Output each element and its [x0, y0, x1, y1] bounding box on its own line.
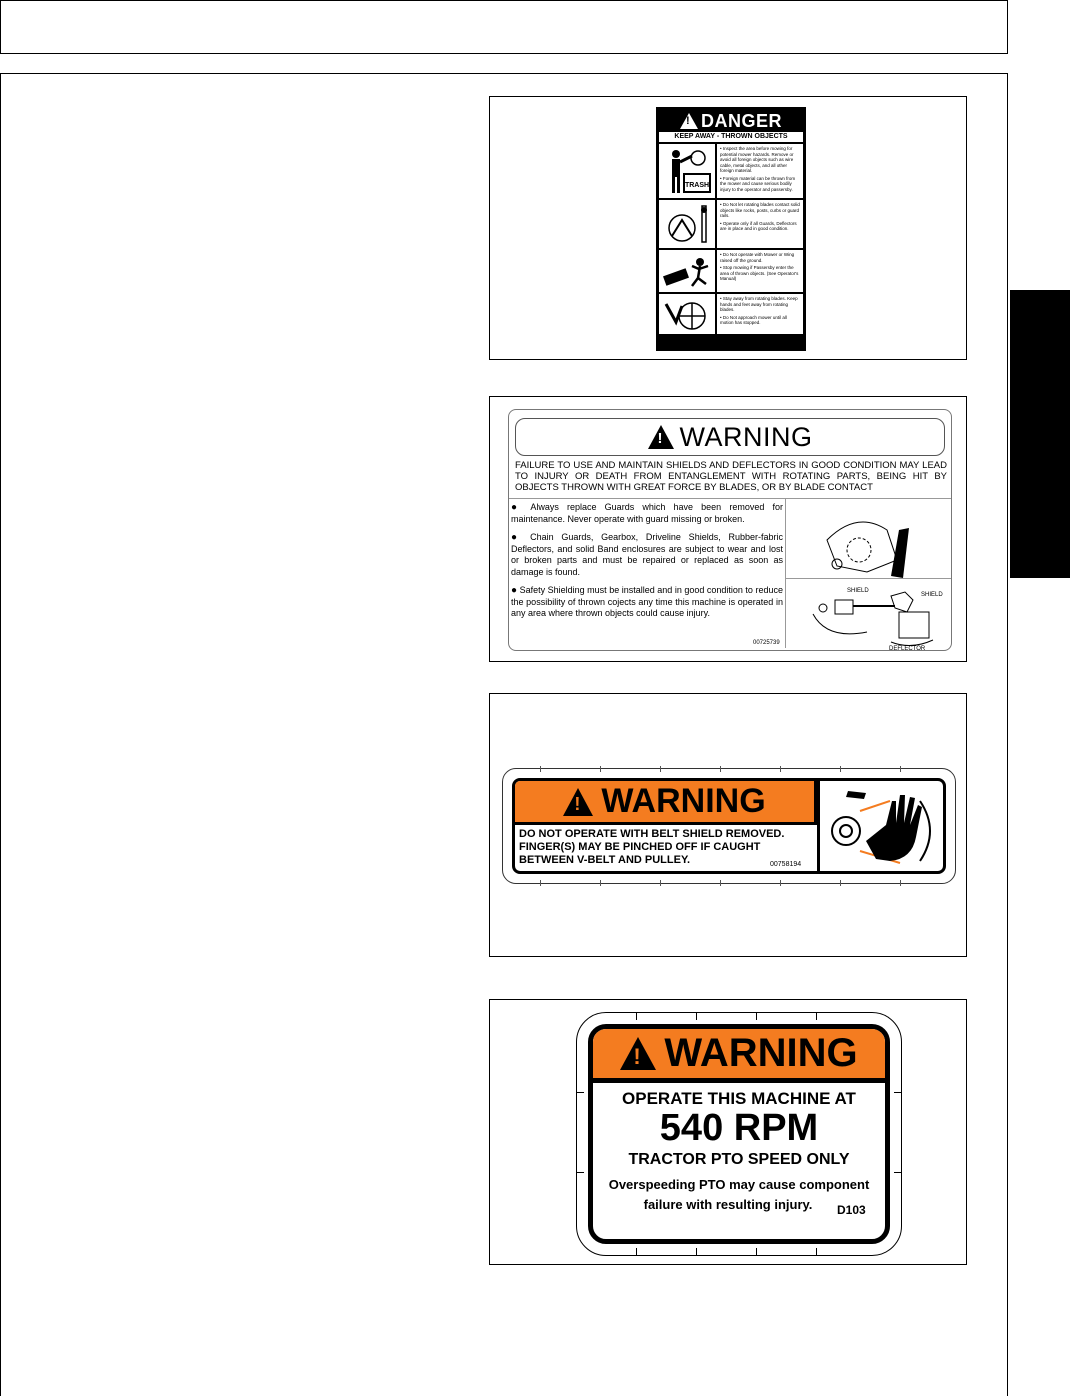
- danger-decal: [656, 107, 806, 351]
- shields-warning-panel: [489, 396, 967, 662]
- danger-subtitle: KEEP AWAY - THROWN OBJECTS: [659, 132, 803, 142]
- danger-row-rotating: [659, 294, 803, 334]
- thrown-object-icon: [659, 250, 717, 292]
- danger-row-blades: [659, 200, 803, 248]
- belt-warning-decal: [500, 768, 958, 884]
- registration-tick: [816, 1248, 817, 1256]
- hand-pinch-icon: [817, 781, 946, 871]
- registration-tick: [894, 1092, 902, 1093]
- registration-tick: [840, 766, 841, 772]
- danger-row4-text-1: • Stay away from rotating blades. Keep hands and feet away from rotating blades.: [720, 296, 798, 312]
- shields-part-number: 00725739: [753, 640, 780, 646]
- registration-tick: [576, 1092, 584, 1093]
- pto-warning-decal: [576, 1012, 902, 1256]
- divider: [509, 498, 951, 499]
- bullet-icon: ●: [511, 585, 518, 596]
- shield-right-label: SHIELD: [921, 592, 943, 598]
- warning-triangle-icon: [648, 425, 674, 449]
- belt-line-2: FINGER(S) MAY BE PINCHED OFF IF CAUGHT: [519, 841, 761, 853]
- list-item: ● Safety Shielding must be installed and in good condition to reduce the possibility of thrown cojects any time this machine is operated in any area where thrown objects could cause injury.: [511, 585, 783, 618]
- pto-warning-panel: [489, 999, 967, 1265]
- belt-warning-header: [515, 781, 817, 825]
- registration-tick: [600, 766, 601, 772]
- danger-row2-text-2: • Operate only if all Guards, Deflectors are in place and in good condition.: [720, 220, 797, 231]
- registration-tick: [660, 880, 661, 886]
- bullet-icon: ●: [511, 532, 523, 543]
- shield-left-label: SHIELD: [847, 588, 869, 594]
- deflector-label: DEFLECTOR: [889, 646, 926, 650]
- registration-tick: [720, 766, 721, 772]
- registration-tick: [900, 880, 901, 886]
- danger-row3-text-2: • Stop mowing if Passersby enter the area of thrown objects. (See Operator's Manual): [720, 265, 799, 281]
- registration-tick: [900, 766, 901, 772]
- registration-tick: [756, 1012, 757, 1020]
- shields-signal-word: WARNING: [679, 421, 813, 452]
- danger-row1-text-1: • Inspect the area before mowing for potential mower hazards. Remove or avoid all foreign objects such as wire cable, metal objects, and all other foreign material.: [720, 146, 794, 173]
- belt-signal-word: WARNING: [601, 782, 766, 820]
- warning-triangle-icon: [680, 113, 698, 129]
- pto-decal-body: [588, 1024, 890, 1244]
- registration-tick: [540, 766, 541, 772]
- warning-triangle-icon: [563, 788, 593, 816]
- pto-line-3: TRACTOR PTO SPEED ONLY: [628, 1151, 850, 1168]
- registration-tick: [756, 1248, 757, 1256]
- registration-tick: [780, 880, 781, 886]
- trash-hazard-icon: [659, 144, 717, 198]
- danger-part-number: 32911035: [783, 342, 801, 347]
- list-item: ● Chain Guards, Gearbox, Driveline Shields, Rubber-fabric Deflectors, and solid Band enclosures are subject to wear and lost or broken parts and must be repaired or replaced as soon as damage is found.: [511, 532, 783, 577]
- list-item: ● Always replace Guards which have been removed for maintenance. Never operate with guard missing or broken.: [511, 502, 784, 524]
- pto-line-1: OPERATE THIS MACHINE AT: [622, 1089, 856, 1108]
- shield-deflector-illustration: [787, 500, 949, 650]
- danger-decal-panel: [489, 96, 967, 360]
- shields-intro-text: FAILURE TO USE AND MAINTAIN SHIELDS AND DEFLECTORS IN GOOD CONDITION MAY LEAD TO INJURY OR DEATH FROM ENTANGLEMENT WITH ROTATING PARTS, BEING HIT BY OBJECTS THROWN WITH GREAT FORCE BY BLADES, OR BY BLADE CONTACT: [515, 460, 947, 493]
- danger-signal-header: [659, 110, 803, 132]
- pto-line-5: failure with resulting injury.: [643, 1197, 813, 1212]
- shields-bullet-list: [511, 502, 783, 627]
- danger-row2-text-1: • Do Not let rotating blades contact solid objects like rocks, posts, curbs or guard rails.: [720, 202, 800, 218]
- section-side-tab: [1010, 290, 1070, 578]
- pto-rpm-value: 540 RPM: [659, 1107, 819, 1149]
- pto-line-4: Overspeeding PTO may cause component: [608, 1177, 870, 1192]
- registration-tick: [696, 1248, 697, 1256]
- danger-row-inspect: [659, 144, 803, 198]
- danger-signal-word: DANGER: [700, 110, 782, 131]
- registration-tick: [840, 880, 841, 886]
- bullet-icon: ●: [511, 502, 523, 513]
- danger-row1-text-2: • Foreign material can be thrown from the mower and cause serious bodily injury to the operator and passersby.: [720, 175, 796, 192]
- registration-tick: [636, 1012, 637, 1020]
- warning-triangle-icon: [620, 1037, 656, 1070]
- registration-tick: [636, 1248, 637, 1256]
- registration-tick: [894, 1172, 902, 1173]
- danger-row3-text-1: • Do Not operate with Mower or Wing raised off the ground.: [720, 252, 795, 263]
- registration-tick: [600, 880, 601, 886]
- pto-part-number: D103: [837, 1203, 866, 1217]
- registration-tick: [696, 1012, 697, 1020]
- belt-warning-panel: [489, 693, 967, 957]
- trash-label: TRASH: [684, 182, 710, 189]
- belt-line-1: DO NOT OPERATE WITH BELT SHIELD REMOVED.: [519, 828, 785, 840]
- danger-row-passersby: [659, 250, 803, 292]
- belt-decal-body: [512, 778, 946, 874]
- pto-warning-header: [593, 1029, 885, 1083]
- page-header-box: [0, 0, 1008, 54]
- registration-tick: [660, 766, 661, 772]
- danger-row4-text-2: • Do Not approach mower until all motion has stopped.: [720, 314, 787, 325]
- pto-signal-word: WARNING: [664, 1031, 858, 1075]
- belt-line-3: BETWEEN V-BELT AND PULLEY.: [519, 854, 691, 866]
- registration-tick: [780, 766, 781, 772]
- blade-contact-icon: [659, 200, 717, 248]
- registration-tick: [540, 880, 541, 886]
- shields-warning-decal: [508, 409, 952, 651]
- divider: [785, 498, 786, 648]
- shields-warning-header: [515, 418, 945, 456]
- registration-tick: [720, 880, 721, 886]
- registration-tick: [576, 1172, 584, 1173]
- registration-tick: [816, 1012, 817, 1020]
- rotating-blade-icon: [659, 294, 717, 334]
- belt-part-number: 00758194: [770, 861, 802, 868]
